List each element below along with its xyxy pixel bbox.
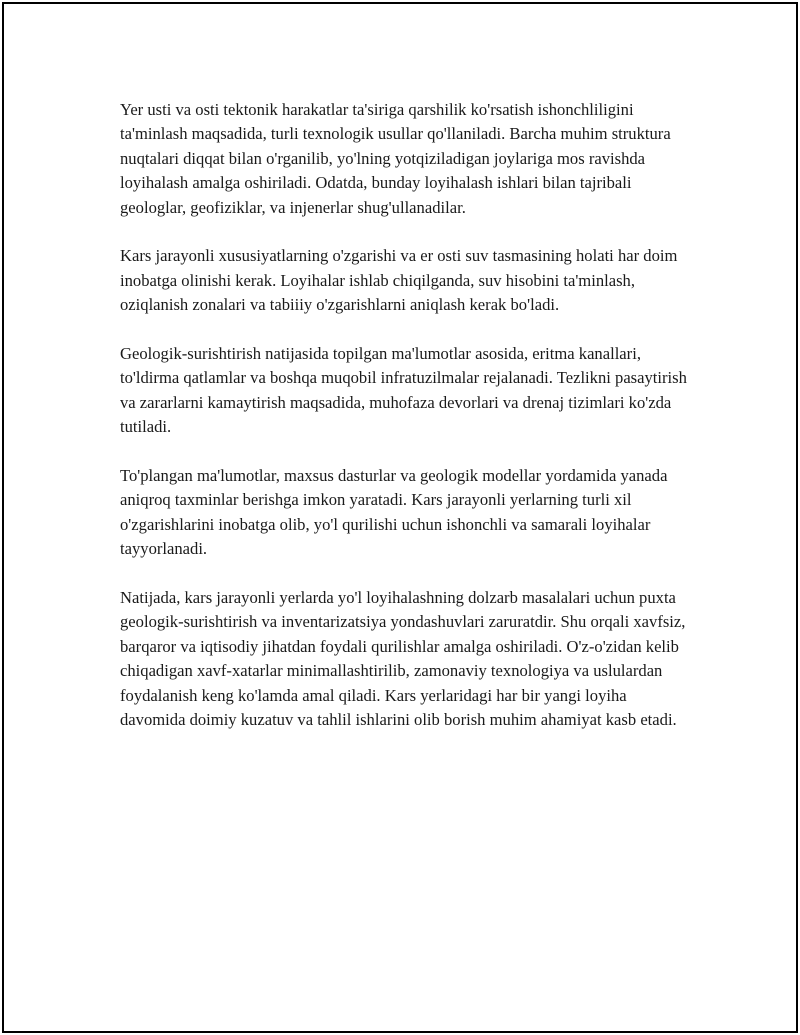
paragraph-5: Natijada, kars jarayonli yerlarda yo'l loyihalashning dolzarb masalalari uchun puxta geologik-surishtirish va inventarizatsiya yondashuvlari zaruratdir. Shu orqali xavfsiz, barqaror va iqtisodiy jihatdan foydali qurilishlar amalga oshiriladi. O'z-o'zidan kelib chiqadigan xavf-xatarlar minimallashtirilib, zamonaviy texnologiya va uslulardan foydalanish keng ko'lamda amal qiladi. Kars yerlaridagi har bir yangi loyiha davomida doimiy kuzatuv va tahlil ishlarini olib borish muhim ahamiyat kasb etadi. (120, 588, 686, 730)
paragraph-2: Kars jarayonli xususiyatlarning o'zgarishi va er osti suv tasmasining holati har doim inobatga olinishi kerak. Loyihalar ishlab chiqilganda, suv hisobini ta'minlash, oziqlanish zonalari va tabiiiy o'zgarishlarni aniqlash kerak bo'ladi. (120, 246, 678, 315)
paragraph-1: Yer usti va osti tektonik harakatlar ta'siriga qarshilik ko'rsatish ishonchliligini ta'minlash maqsadida, turli texnologik usullar qo'llaniladi. Barcha muhim struktura nuqtalari diqqat bilan o'rganilib, yo'lning yotqiziladigan joylariga mos ravishda loyihalash amalga oshiriladi. Odatda, bunday loyihalash ishlari bilan tajribali geologlar, geofiziklar, va injenerlar shug'ullanadilar. (120, 100, 671, 217)
paragraph-4: To'plangan ma'lumotlar, maxsus dasturlar va geologik modellar yordamida yanada aniqroq taxminlar berishga imkon yaratadi. Kars jarayonli yerlarning turli xil o'zgarishlarini inobatga olib, yo'l qurilishi uchun ishonchli va samarali loyihalar tayyorlanadi. (120, 466, 668, 559)
paragraph-3: Geologik-surishtirish natijasida topilgan ma'lumotlar asosida, eritma kanallari, to'ldirma qatlamlar va boshqa muqobil infratuzilmalar rejalanadi. Tezlikni pasaytirish va zararlarni kamaytirish maqsadida, muhofaza devorlari va drenaj tizimlari ko'zda tutiladi. (120, 344, 687, 437)
document-page (2, 2, 798, 1033)
document-body (120, 98, 692, 757)
